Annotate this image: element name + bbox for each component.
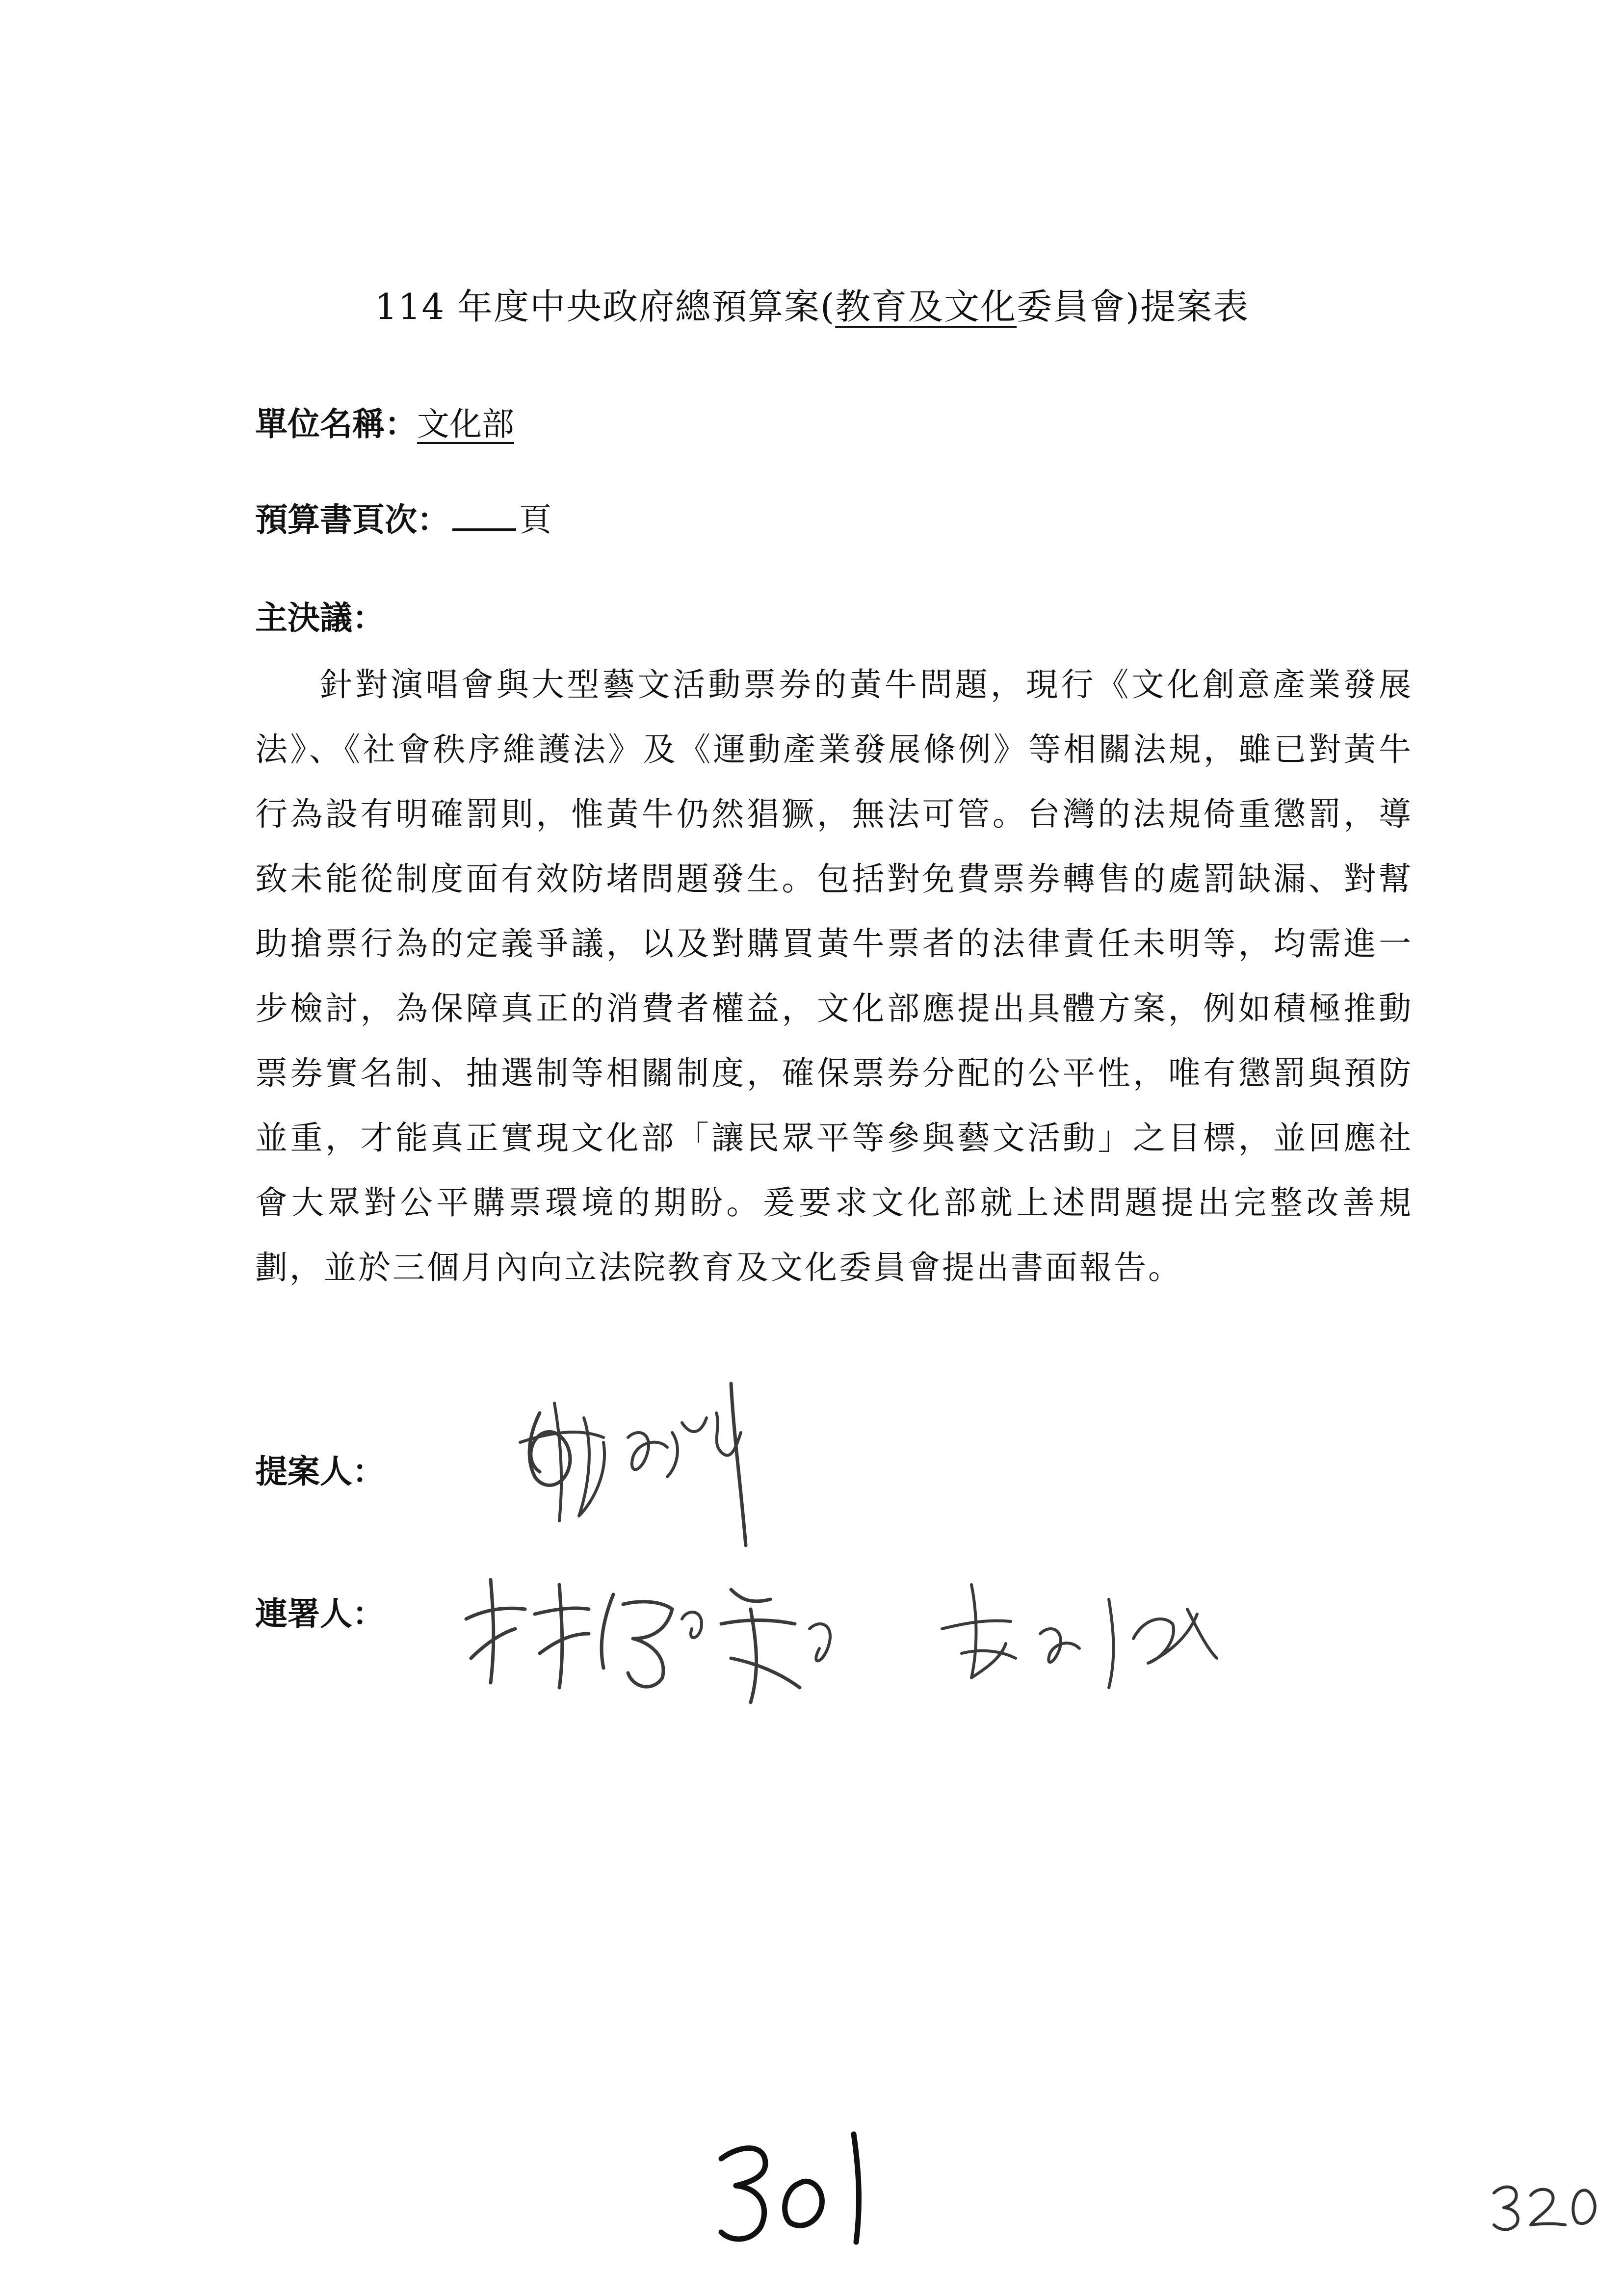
resolution-heading xyxy=(255,594,385,643)
resolution-label: 主決議： xyxy=(255,599,385,637)
unit-name-label: 單位名稱： xyxy=(255,405,417,443)
handwritten-corner-number xyxy=(1487,2168,1604,2237)
budget-page-field xyxy=(255,496,551,545)
title-committee: 教育及文化 xyxy=(835,286,1017,327)
budget-page-blank xyxy=(452,497,516,531)
handwritten-page-number xyxy=(707,2124,893,2262)
handwritten-corner-number-text: 320 xyxy=(1487,2168,1488,2169)
budget-page-label: 預算書頁次： xyxy=(255,501,449,539)
proposer-label: 提案人： xyxy=(255,1453,385,1490)
unit-name-field xyxy=(255,400,514,449)
budget-page-suffix: 頁 xyxy=(519,501,551,539)
document-title xyxy=(0,280,1624,334)
title-suffix: 委員會)提案表 xyxy=(1017,286,1250,327)
cosigner-signature-2 xyxy=(932,1570,1236,1697)
cosigner-label: 連署人： xyxy=(255,1595,385,1633)
resolution-body: 針對演唱會與大型藝文活動票券的黃牛問題，現行《文化創意產業發展法》、《社會秩序維護法》及《運動產業發展條例》等相關法規，雖已對黃牛行為設有明確罰則，惟黃牛仍然猖獗，無法可管。台灣的法規倚重懲罰，導致未能從制度面有效防堵問題發生。包括對免費票券轉售的處罰缺漏、對幫助搶票行為的定義爭議，以及對購買黃牛票者的法律責任未明等，均需進一步檢討，為保障真正的消費者權益，文化部應提出具體方案，例如積極推動票券實名制、抽選制等相關制度，確保票券分配的公平性，唯有懲罰與預防並重，才能真正實現文化部「讓民眾平等參與藝文活動」之目標，並回應社會大眾對公平購票環境的期盼。爰要求文化部就上述問題提出完整改善規劃，並於三個月內向立法院教育及文化委員會提出書面報告。 xyxy=(255,666,1413,1286)
proposer-field xyxy=(255,1447,385,1496)
unit-name-value: 文化部 xyxy=(417,405,514,443)
title-prefix: 114 年度中央政府總預算案( xyxy=(374,286,836,327)
cosigner-field xyxy=(255,1590,385,1639)
cosigner-signature-1 xyxy=(456,1560,873,1727)
proposer-signature xyxy=(510,1374,765,1550)
